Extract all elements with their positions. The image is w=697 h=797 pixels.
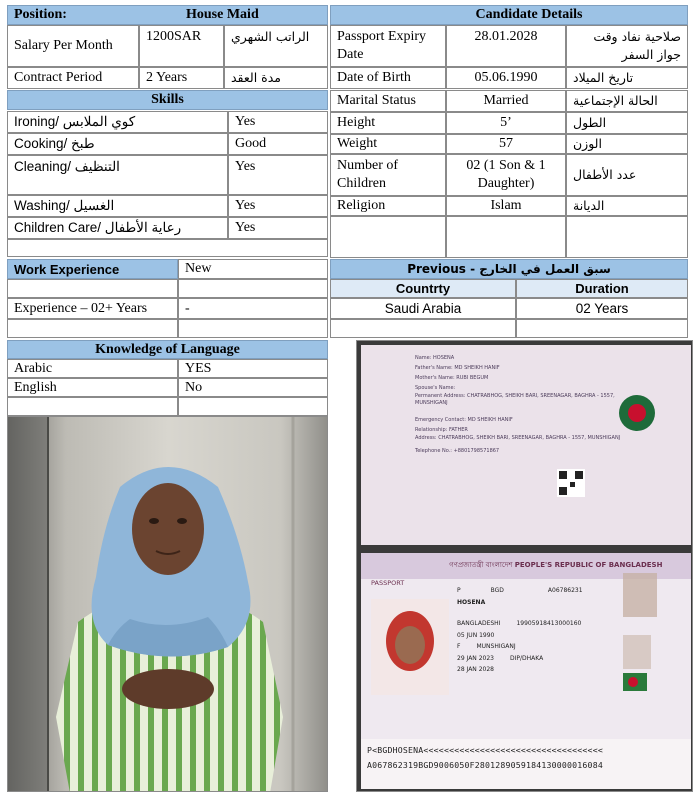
detail-value: Islam [490, 198, 522, 213]
work-experience-value-text: New [185, 261, 212, 276]
skill-ironing-value [228, 111, 328, 133]
work-experience-header [7, 259, 178, 279]
language-name: English [14, 379, 57, 395]
passport-type: P [457, 587, 461, 594]
passport-scan [356, 340, 693, 792]
height-label [330, 112, 446, 134]
passport-val: MD SHEIKH HANIF [467, 417, 513, 423]
skill-children-care-value [228, 217, 328, 239]
language-english-level [178, 378, 328, 397]
passport-line [415, 373, 625, 383]
salary-arabic [224, 25, 328, 67]
passport-mrz-line1: P<BGDHOSENA<<<<<<<<<<<<<<<<<<<<<<<<<<<<<<<<<<< [367, 745, 603, 755]
skill-cleaning-value [228, 155, 328, 195]
duration-column-header [516, 279, 688, 298]
skill-value: Yes [235, 198, 256, 213]
detail-value: 57 [499, 136, 513, 151]
weight-arabic [566, 134, 688, 154]
previous-abroad-header [330, 259, 688, 279]
detail-arabic: الحالة الإجتماعية [573, 93, 658, 108]
experience-years-label [7, 298, 178, 319]
passport-val: RUBI BEGUM [456, 375, 489, 381]
experience-years-value-text: - [185, 300, 190, 316]
passport-type-label-text: PASSPORT [371, 579, 405, 587]
marital-value [446, 90, 566, 112]
experience-years-value [178, 298, 328, 319]
country-column-label: Countrty [395, 281, 451, 296]
position-header [7, 5, 328, 25]
passport-header-en: PEOPLE'S REPUBLIC OF BANGLADESH [514, 561, 663, 569]
skill-label: Cooking/ طبخ [14, 136, 95, 151]
passport-key: Address: [415, 435, 437, 441]
passport-nationality-row [457, 618, 617, 630]
position-label: Position: [14, 7, 67, 22]
detail-label: Passport Expiry Date [337, 29, 427, 62]
passport-line [415, 425, 625, 435]
language-english-name [7, 378, 178, 397]
empty-cell [178, 279, 328, 298]
empty-cell [330, 216, 446, 258]
skill-label: Washing/ الغسيل [14, 198, 115, 213]
candidate-details-title: Candidate Details [475, 7, 583, 22]
passport-val: +8801798571867 [453, 448, 500, 454]
passport-key: Permanent Address: [415, 393, 466, 399]
salary-value-text: 1200SAR [146, 29, 202, 44]
empty-cell [7, 279, 178, 298]
marital-label [330, 90, 446, 112]
skill-cooking-value [228, 133, 328, 155]
passport-country-code: BGD [490, 587, 504, 594]
passport-expiry-date: 28 JAN 2028 [457, 666, 494, 673]
previous-country [330, 298, 516, 319]
dob-value [446, 67, 566, 89]
passport-personal-no: 19905918413000160 [516, 620, 582, 627]
skill-label: Cleaning/ التنظيف [14, 159, 120, 174]
empty-cell [446, 216, 566, 258]
passport-dob: 05 JUN 1990 [457, 631, 495, 639]
skill-value: Yes [235, 159, 256, 174]
language-name: Arabic [14, 360, 53, 376]
skill-washing-value [228, 195, 328, 217]
contract-value [139, 67, 224, 89]
passport-expiry-arabic [566, 25, 688, 67]
passport-sex: F [457, 643, 461, 650]
empty-cell [330, 319, 516, 338]
passport-page2-details [415, 353, 625, 456]
passport-key: Name: [415, 355, 432, 361]
dob-arabic [566, 67, 688, 89]
skill-ironing-label [7, 111, 228, 133]
passport-issue-date: 29 JAN 2023 [457, 654, 494, 662]
experience-years-text: Experience – 02+ Years [14, 300, 148, 316]
candidate-details-header [330, 5, 688, 25]
candidate-photo-image [8, 417, 328, 792]
passport-type-row [457, 585, 617, 597]
skill-children-care-label [7, 217, 228, 239]
languages-title: Knowledge of Language [95, 341, 240, 357]
passport-header-bn: গণপ্রজাতন্ত্রী বাংলাদেশ [449, 561, 513, 569]
passport-val: HOSENA [433, 355, 455, 361]
detail-label: Religion [337, 198, 386, 213]
language-level: No [185, 379, 203, 395]
position-value: House Maid [186, 7, 259, 22]
detail-label: Number of Children [337, 158, 399, 191]
empty-cell [178, 397, 328, 416]
previous-abroad-title: Previous - سبق العمل في الخارج [407, 262, 611, 276]
passport-key: Relationship: [415, 427, 448, 433]
salary-arabic-text: الراتب الشهري [231, 29, 310, 44]
detail-label: Date of Birth [337, 70, 411, 85]
passport-expiry-label [330, 25, 446, 67]
passport-val: CHATRABHOG, SHEIKH BARI, SREENAGAR, BAGHRA - 1557, MUNSHIGANJ [438, 435, 621, 441]
passport-place-of-birth: MUNSHIGANJ [476, 643, 516, 650]
previous-duration-text: 02 Years [575, 300, 629, 316]
contract-value-text: 2 Years [146, 70, 188, 85]
passport-val: FATHER [448, 427, 468, 433]
passport-line [415, 435, 625, 442]
empty-cell [178, 319, 328, 338]
passport-issue-row [457, 653, 617, 665]
skill-label: Children Care/ رعاية الأطفال [14, 220, 182, 235]
religion-label [330, 196, 446, 216]
previous-country-text: Saudi Arabia [384, 300, 462, 316]
height-value [446, 112, 566, 134]
skill-value: Good [235, 136, 267, 151]
contract-arabic-text: مدة العقد [231, 70, 281, 85]
passport-line [415, 353, 625, 363]
passport-line [415, 383, 625, 393]
weight-value [446, 134, 566, 154]
children-label [330, 154, 446, 196]
passport-key: Father's Name: [415, 365, 453, 371]
detail-value: 02 (1 Son & 1 Daughter) [466, 158, 546, 191]
passport-nationality: BANGLADESHI [457, 620, 501, 627]
passport-line [415, 393, 625, 407]
skill-cleaning-label [7, 155, 228, 195]
empty-cell [7, 319, 178, 338]
language-arabic-name [7, 359, 178, 378]
passport-number: A06786231 [547, 587, 583, 594]
language-arabic-level [178, 359, 328, 378]
skills-empty-row [7, 239, 328, 257]
languages-header [7, 340, 328, 359]
contract-label-text: Contract Period [14, 70, 103, 85]
passport-val: CHATRABHOG, SHEIKH BARI, SREENAGAR, BAGHRA - 1557, MUNSHIGANJ [415, 393, 615, 406]
passport-sex-row [457, 641, 617, 653]
religion-arabic [566, 196, 688, 216]
detail-value: 5’ [500, 115, 512, 130]
passport-mrz-line2: A067862319BGD9006050F2801289059184130000016084 [367, 760, 603, 770]
passport-expiry-value [446, 25, 566, 67]
empty-cell [566, 216, 688, 258]
passport-key: Emergency Contact: [415, 417, 466, 423]
passport-type-label [371, 579, 404, 587]
skill-value: Yes [235, 220, 256, 235]
passport-mrz [367, 743, 689, 773]
dob-label [330, 67, 446, 89]
skills-title: Skills [151, 92, 184, 107]
language-level: YES [185, 360, 212, 376]
skills-header [7, 90, 328, 110]
passport-key: Mother's Name: [415, 375, 455, 381]
work-experience-label: Work Experience [14, 261, 120, 277]
salary-label-text: Salary Per Month [14, 38, 113, 53]
weight-label [330, 134, 446, 154]
height-arabic [566, 112, 688, 134]
detail-arabic: الوزن [573, 136, 602, 151]
detail-value: 05.06.1990 [474, 70, 538, 85]
detail-label: Marital Status [337, 93, 416, 108]
skill-value: Yes [235, 114, 256, 129]
passport-key: Telephone No.: [415, 448, 452, 454]
passport-country-header [449, 559, 689, 571]
passport-surname: HOSENA [457, 598, 486, 606]
contract-label [7, 67, 139, 89]
work-experience-value [178, 259, 328, 279]
skill-cooking-label [7, 133, 228, 155]
religion-value [446, 196, 566, 216]
contract-arabic [224, 67, 328, 89]
children-arabic [566, 154, 688, 196]
candidate-photo [7, 416, 328, 792]
salary-label [7, 25, 139, 67]
detail-value: 28.01.2028 [474, 29, 538, 44]
marital-arabic [566, 90, 688, 112]
children-value [446, 154, 566, 196]
detail-arabic: الديانة [573, 198, 605, 213]
passport-line [415, 415, 625, 425]
country-column-header [330, 279, 516, 298]
passport-main-fields [457, 585, 617, 676]
duration-column-label: Duration [575, 281, 629, 296]
empty-cell [7, 397, 178, 416]
passport-val: MD SHEIKH HANIF [454, 365, 500, 371]
skill-label: Ironing/ كوي الملابس [14, 114, 136, 129]
passport-authority: DIP/DHAKA [509, 654, 544, 662]
empty-cell [516, 319, 688, 338]
passport-line [415, 446, 625, 456]
passport-key: Spouse's Name: [415, 385, 456, 391]
detail-arabic: عدد الأطفال [573, 167, 637, 182]
detail-label: Weight [337, 136, 378, 151]
detail-arabic: الطول [573, 115, 607, 130]
detail-value: Married [483, 93, 529, 108]
passport-line [415, 363, 625, 373]
detail-arabic: تاريخ الميلاد [573, 70, 634, 85]
salary-value [139, 25, 224, 67]
skill-washing-label [7, 195, 228, 217]
detail-arabic: صلاحية نفاد وقت جواز السفر [593, 29, 681, 62]
detail-label: Height [337, 115, 376, 130]
previous-duration [516, 298, 688, 319]
